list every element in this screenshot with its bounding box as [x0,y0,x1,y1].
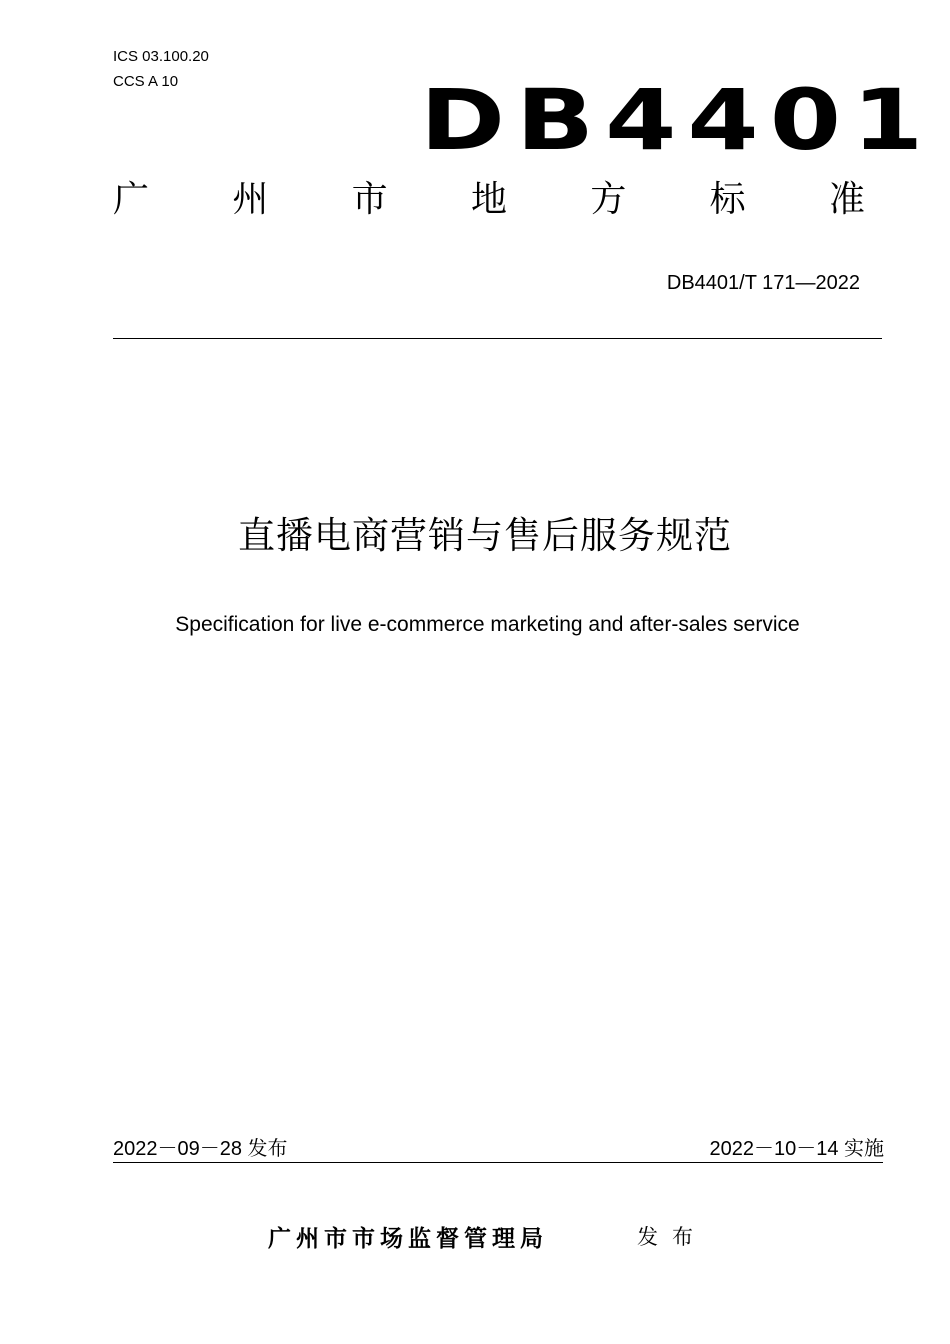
bottom-divider [113,1162,883,1163]
db-standard-code: DB4401 [420,71,935,169]
standard-kind-char: 标 [709,179,746,220]
standard-kind-char: 州 [232,179,269,220]
standard-kind-char: 地 [470,179,507,220]
standard-kind-char: 准 [828,179,865,220]
standard-number: DB4401/T 171—2022 [666,272,860,294]
publish-date: 2022－09－28 发布 [113,1138,288,1160]
title-chinese: 直播电商营销与售后服务规范 [238,514,732,557]
standard-kind-char: 市 [351,179,388,220]
standard-kind [113,178,865,222]
issuing-authority: 广州市市场监督管理局 [268,1226,548,1252]
issue-label: 发布 [637,1225,707,1249]
implementation-date: 2022－10－14 实施 [709,1138,884,1160]
ccs-code: CCS A 10 [113,73,179,90]
top-divider [113,338,882,339]
title-english: Specification for live e-commerce marketing and after-sales service [175,613,800,636]
standard-kind-char: 广 [113,179,150,220]
standard-kind-char: 方 [590,179,627,220]
ics-code: ICS 03.100.20 [113,48,209,65]
